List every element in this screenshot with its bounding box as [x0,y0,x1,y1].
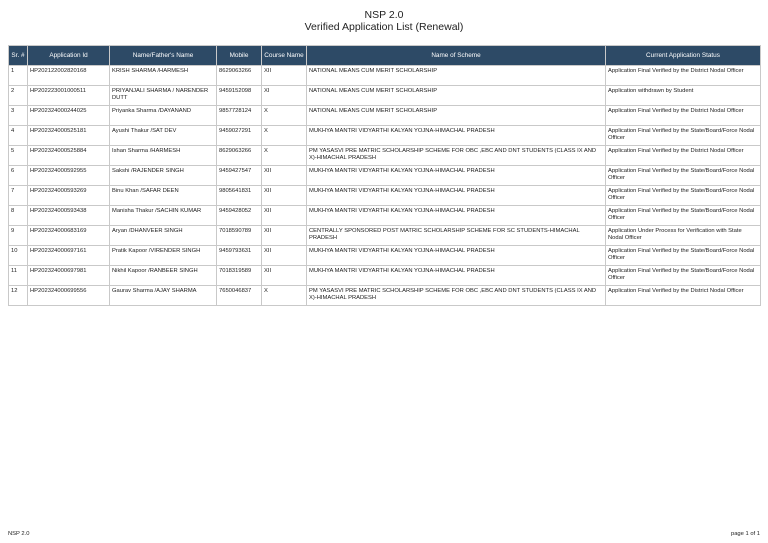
cell-mobile: 9805641831 [217,186,262,206]
cell-course: XII [262,186,307,206]
cell-sr: 3 [9,106,28,126]
cell-application-id: HP202324000592955 [28,166,110,186]
table-row [9,106,761,126]
cell-status: Application Final Verified by the State/Board/Force Nodal Officer [606,186,761,206]
cell-sr: 4 [9,126,28,146]
cell-scheme: PM YASASVI PRE MATRIC SCHOLARSHIP SCHEME FOR OBC ,EBC AND DNT STUDENTS (CLASS IX AND X)-HIMACHAL PRADESH [307,146,606,166]
cell-status: Application withdrawn by Student [606,86,761,106]
cell-mobile: 9459793631 [217,246,262,266]
cell-sr: 8 [9,206,28,226]
table-row [9,286,761,306]
cell-name: Sakshi /RAJENDER SINGH [110,166,217,186]
page-number: page 1 of 1 [730,531,760,537]
cell-name: Priyanka Sharma /DAYANAND [110,106,217,126]
col-header-scheme: Name of Scheme [307,46,606,66]
cell-name: Manisha Thakur /SACHIN KUMAR [110,206,217,226]
cell-course: XII [262,166,307,186]
cell-application-id: HP202122002820168 [28,66,110,86]
table-row [9,186,761,206]
cell-name: Nikhil Kapoor /RANBEER SINGH [110,266,217,286]
cell-course: XII [262,226,307,246]
cell-application-id: HP202324000525884 [28,146,110,166]
cell-name: Ishan Sharma /HARMESH [110,146,217,166]
col-header-status: Current Application Status [606,46,761,66]
cell-application-id: HP202324000699556 [28,286,110,306]
cell-mobile: 7018319589 [217,266,262,286]
table-row [9,66,761,86]
cell-mobile: 9857728124 [217,106,262,126]
table-row [9,266,761,286]
page-subtitle: Verified Application List (Renewal) [304,21,464,33]
cell-sr: 7 [9,186,28,206]
table-header-row [9,46,761,66]
col-header-mobile: Mobile [217,46,262,66]
cell-status: Application Final Verified by the District Nodal Officer [606,286,761,306]
col-header-name: Name/Father's Name [110,46,217,66]
table-row [9,226,761,246]
cell-sr: 11 [9,266,28,286]
table-row [9,246,761,266]
col-header-application-id: Application Id [28,46,110,66]
table-row [9,206,761,226]
cell-sr: 1 [9,66,28,86]
cell-mobile: 9459027291 [217,126,262,146]
cell-application-id: HP202324000593438 [28,206,110,226]
cell-sr: 12 [9,286,28,306]
cell-course: XII [262,206,307,226]
application-table [8,45,761,306]
cell-application-id: HP202324000525181 [28,126,110,146]
cell-mobile: 9459428052 [217,206,262,226]
cell-sr: 6 [9,166,28,186]
cell-scheme: CENTRALLY SPONSORED POST MATRIC SCHOLARSHIP SCHEME FOR SC STUDENTS-HIMACHAL PRADESH [307,226,606,246]
cell-application-id: HP202324000593269 [28,186,110,206]
cell-sr: 5 [9,146,28,166]
cell-mobile: 7018590789 [217,226,262,246]
cell-course: XII [262,266,307,286]
cell-sr: 10 [9,246,28,266]
cell-sr: 9 [9,226,28,246]
document-header [0,9,768,33]
footer-brand: NSP 2.0 [8,531,30,537]
cell-scheme: NATIONAL MEANS CUM MERIT SCHOLARSHIP [307,86,606,106]
cell-mobile: 8629063266 [217,146,262,166]
cell-scheme: MUKHYA MANTRI VIDYARTHI KALYAN YOJNA-HIMACHAL PRADESH [307,166,606,186]
cell-course: XII [262,246,307,266]
cell-scheme: MUKHYA MANTRI VIDYARTHI KALYAN YOJNA-HIMACHAL PRADESH [307,206,606,226]
cell-course: X [262,126,307,146]
cell-status: Application Under Process for Verification with State Nodal Officer [606,226,761,246]
cell-status: Application Final Verified by the State/Board/Force Nodal Officer [606,166,761,186]
cell-course: X [262,106,307,126]
cell-name: Binu Khan /SAFAR DEEN [110,186,217,206]
cell-status: Application Final Verified by the District Nodal Officer [606,146,761,166]
cell-name: Ayushi Thakur /SAT DEV [110,126,217,146]
cell-scheme: NATIONAL MEANS CUM MERIT SCHOLARSHIP [307,66,606,86]
cell-name: PRIYANJALI SHARMA / NARENDER DUTT [110,86,217,106]
col-header-sr: Sr. # [9,46,28,66]
cell-scheme: MUKHYA MANTRI VIDYARTHI KALYAN YOJNA-HIMACHAL PRADESH [307,246,606,266]
cell-status: Application Final Verified by the State/Board/Force Nodal Officer [606,266,761,286]
cell-scheme: MUKHYA MANTRI VIDYARTHI KALYAN YOJNA-HIMACHAL PRADESH [307,266,606,286]
cell-course: XII [262,66,307,86]
cell-scheme: MUKHYA MANTRI VIDYARTHI KALYAN YOJNA-HIMACHAL PRADESH [307,186,606,206]
cell-status: Application Final Verified by the State/Board/Force Nodal Officer [606,206,761,226]
cell-scheme: PM YASASVI PRE MATRIC SCHOLARSHIP SCHEME FOR OBC ,EBC AND DNT STUDENTS (CLASS IX AND X)-HIMACHAL PRADESH [307,286,606,306]
cell-status: Application Final Verified by the State/Board/Force Nodal Officer [606,246,761,266]
table-row [9,166,761,186]
cell-scheme: NATIONAL MEANS CUM MERIT SCHOLARSHIP [307,106,606,126]
cell-name: KRISH SHARMA /HARMESH [110,66,217,86]
cell-mobile: 7650046837 [217,286,262,306]
cell-mobile: 9459152098 [217,86,262,106]
table-row [9,86,761,106]
cell-application-id: HP202324000697981 [28,266,110,286]
cell-name: Aryan /DHANVEER SINGH [110,226,217,246]
cell-mobile: 9459427547 [217,166,262,186]
cell-application-id: HP202324000683169 [28,226,110,246]
cell-course: X [262,286,307,306]
cell-name: Gaurav Sharma /AJAY SHARMA [110,286,217,306]
cell-status: Application Final Verified by the State/Board/Force Nodal Officer [606,126,761,146]
cell-status: Application Final Verified by the District Nodal Officer [606,66,761,86]
page-title: NSP 2.0 [364,9,404,21]
cell-name: Pratik Kapoor /VIRENDER SINGH [110,246,217,266]
cell-application-id: HP202324000697161 [28,246,110,266]
cell-application-id: HP202324000244025 [28,106,110,126]
col-header-course: Course Name [262,46,307,66]
cell-scheme: MUKHYA MANTRI VIDYARTHI KALYAN YOJNA-HIMACHAL PRADESH [307,126,606,146]
cell-course: XI [262,86,307,106]
table-row [9,146,761,166]
cell-sr: 2 [9,86,28,106]
cell-mobile: 8629063266 [217,66,262,86]
cell-status: Application Final Verified by the District Nodal Officer [606,106,761,126]
table-row [9,126,761,146]
cell-course: X [262,146,307,166]
cell-application-id: HP202223001000511 [28,86,110,106]
